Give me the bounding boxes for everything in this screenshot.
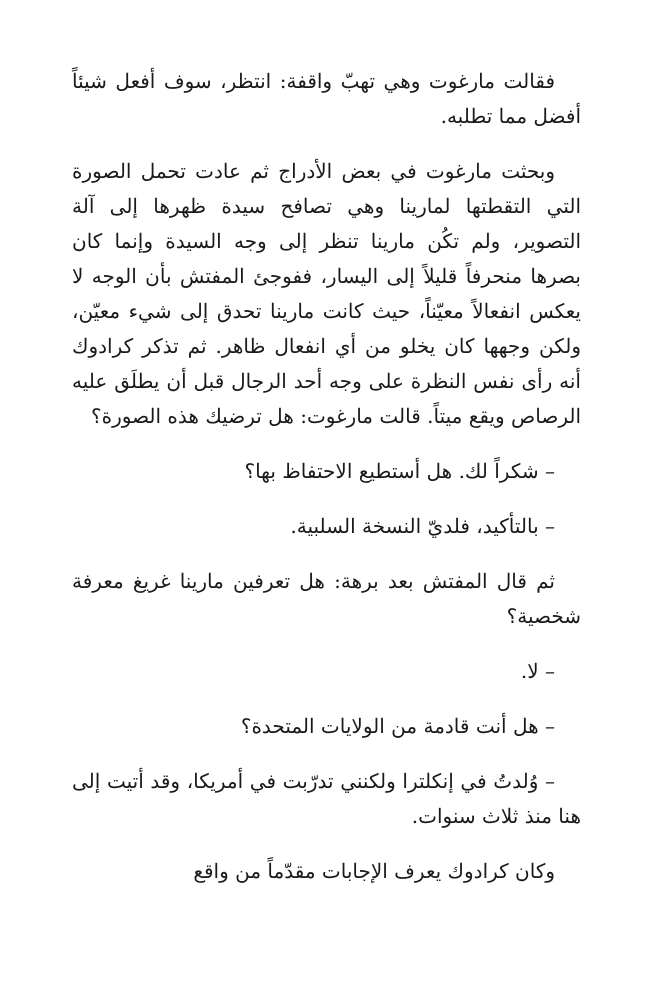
- dialog-line-thanks: – شكراً لك. هل أستطيع الاحتفاظ بها؟: [244, 459, 555, 483]
- dialog-line-born-england: – وُلدتُ في إنكلترا ولكنني تدرّبت في أمريكا، وقد أتيت إلى هنا منذ ثلاث سنوات.: [72, 769, 581, 828]
- paragraph-inspector-question: ثم قال المفتش بعد برهة: هل تعرفين مارينا غريغ معرفة شخصية؟: [72, 569, 581, 628]
- dialog-line-negative: – بالتأكيد، فلديّ النسخة السلبية.: [290, 514, 555, 538]
- paragraph-photo-description: وبحثت مارغوت في بعض الأدراج ثم عادت تحمل الصورة التي التقطتها لمارينا وهي تصافح سيدة ظهرها إلى آلة التصوير، ولم تكُن مارينا تنظر إلى وجه السيدة وإنما كان بصرها منحرفاً قليلاً إلى اليسار، ففوجئ المفتش بأن الوجه لا يعكس انفعالاً معيّناً، حيث كانت مارينا تحدق إلى شيء معيّن، ولكن وجهها كان يخلو من أي انفعال ظاهر. ثم تذكر كرادوك أنه رأى نفس النظرة على وجه أحد الرجال قبل أن يطلَق عليه الرصاص ويقع ميتاً. قالت مارغوت: هل ترضيك هذه الصورة؟: [72, 159, 581, 428]
- paragraph-craddock-knew: وكان كرادوك يعرف الإجابات مقدّماً من واقع: [193, 859, 555, 883]
- dialog-line-no: – لا.: [520, 659, 555, 683]
- paragraph-margot-offer: فقالت مارغوت وهي تهبّ واقفة: انتظر، سوف أفعل شيئاً أفضل مما تطلبه.: [72, 69, 581, 128]
- dialog-line-usa-question: – هل أنت قادمة من الولايات المتحدة؟: [240, 714, 555, 738]
- book-page: [72, 64, 581, 889]
